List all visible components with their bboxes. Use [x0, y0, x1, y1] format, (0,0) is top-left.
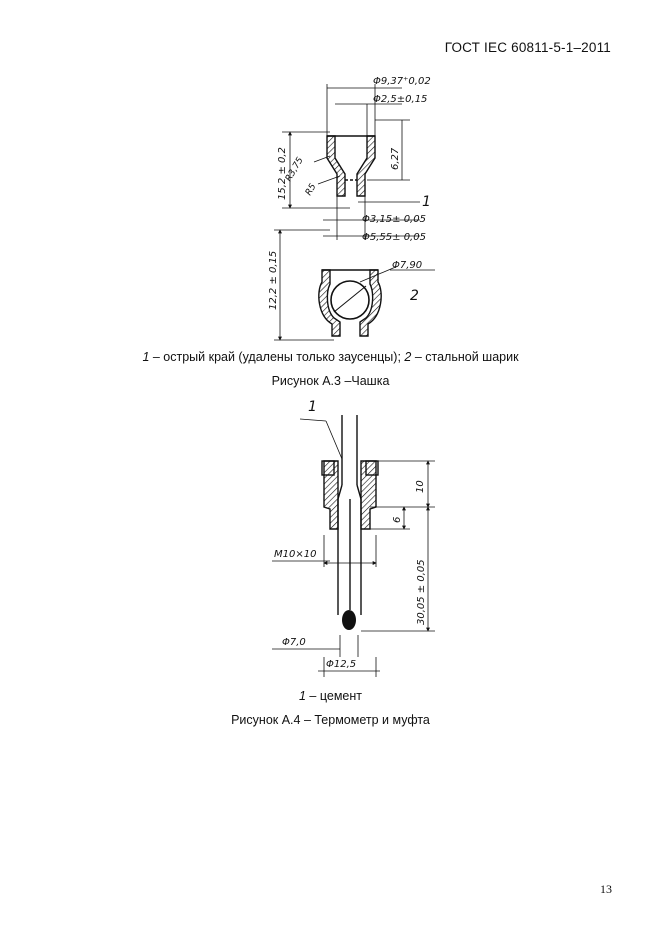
dim-neck-diameter: Φ5,55± 0,05 [362, 232, 426, 243]
page-number: 13 [600, 882, 612, 896]
figure-a4-legend [0, 689, 661, 703]
legend-a4-num: 1 [299, 689, 306, 703]
steel-ball [331, 281, 369, 319]
dim-outer-diameter: Φ9,37⁺0,02 [373, 76, 431, 87]
legend-a3-text2: – стальной шарик [411, 350, 519, 364]
callout-cement: 1 [308, 399, 317, 415]
dim-radius-large: R3,75 [283, 155, 306, 184]
thermometer-bulb [342, 610, 356, 630]
dim-thread: M10×10 [274, 549, 317, 560]
dim-radius-small: R5 [303, 182, 319, 198]
dim-sleeve-diameter: Φ12,5 [326, 659, 357, 670]
cup-upper-body [327, 136, 375, 196]
dim-total-height: 15,2 ± 0,2 [277, 147, 288, 200]
cup-lower-body [319, 270, 381, 336]
figure-a4-title: Рисунок А.4 – Термометр и муфта [231, 713, 430, 727]
figure-a4-thermometer-drawing [260, 395, 460, 685]
dim-length: 30,05 ± 0,05 [416, 559, 427, 625]
thermometer-stem [338, 415, 361, 615]
dim-top-height: 10 [415, 480, 426, 493]
legend-a3-num1: 1 [142, 350, 150, 364]
dim-bulb-diameter: Φ7,0 [282, 637, 306, 648]
dim-lower-height: 12,2 ± 0,15 [268, 250, 279, 310]
dim-mid-height: 6 [392, 516, 403, 523]
document-header: ГОСТ IEC 60811-5-1–2011 [444, 40, 611, 55]
legend-a4-text: – цемент [305, 689, 362, 703]
callout-sharp-edge: 1 [422, 194, 431, 210]
dim-hole-diameter: Φ3,15± 0,05 [362, 214, 426, 225]
figure-a3-legend [0, 350, 661, 364]
figure-a3-cup-drawing [230, 70, 450, 350]
dim-ball-diameter: Φ7,90 [392, 260, 423, 271]
figure-a3-title: Рисунок А.3 –Чашка [271, 374, 390, 388]
dim-inner-diameter: Φ2,5±0,15 [373, 94, 428, 105]
legend-a3-text1: – острый край (удалены только заусенцы); [149, 350, 405, 364]
legend-a3-num2: 2 [404, 350, 412, 364]
dim-depth: 6,27 [390, 147, 401, 170]
callout-steel-ball: 2 [410, 288, 419, 304]
